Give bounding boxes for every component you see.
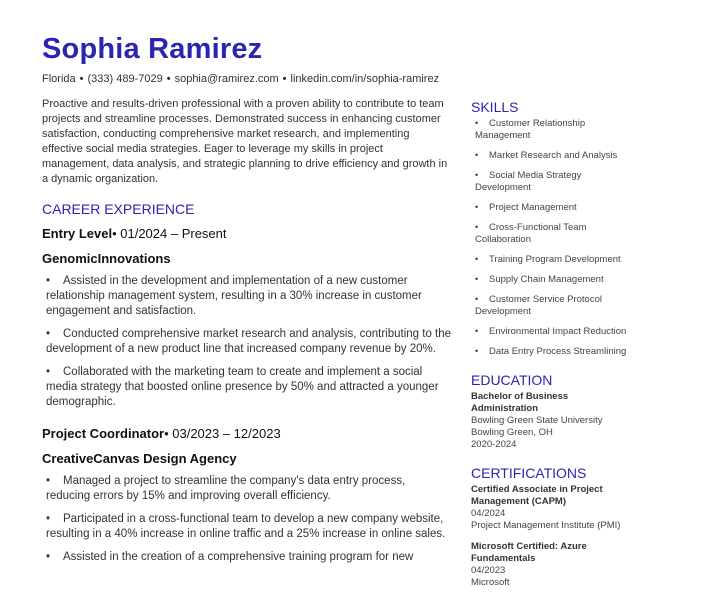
skill-item: • Customer Service Protocol Development bbox=[475, 294, 602, 317]
education-entry bbox=[471, 391, 631, 451]
job-bullet: • Assisted in the creation of a comprehensive training program for new bbox=[46, 551, 414, 563]
sidebar bbox=[471, 99, 631, 598]
certification-entry bbox=[471, 484, 631, 532]
bullet-text: Collaborated with the marketing team to create and implement a social media strategy that boosted online presence by 50% and attracted a younger demographic. bbox=[46, 366, 439, 408]
section-title-certifications: CERTIFICATIONS bbox=[471, 465, 587, 481]
certifications-list bbox=[471, 484, 631, 589]
phone: (333) 489-7029 bbox=[87, 73, 163, 85]
bullet-text: Conducted comprehensive market research and analysis, contributing to the development of a new product line that increased company revenue by 20%. bbox=[46, 328, 452, 355]
job-bullet: • Participated in a cross-functional team to develop a new company website, resulting in a 40% increase in online traffic and a 25% increase in online sales. bbox=[46, 513, 446, 540]
contact-line bbox=[42, 73, 439, 85]
job-entry bbox=[42, 226, 452, 410]
bullet-text: Participated in a cross-functional team to develop a new company website, resulting in a 40% increase in online traffic and a 25% increase in online sales. bbox=[46, 513, 446, 540]
section-title-education: EDUCATION bbox=[471, 372, 553, 388]
job-bullet: • Collaborated with the marketing team to create and implement a social media strategy that boosted online presence by 50% and attracted a younger demographic. bbox=[46, 366, 439, 408]
job-entry bbox=[42, 426, 452, 565]
summary: Proactive and results-driven professional with a proven ability to contribute to team projects and streamline processes. Demonstrated success in enhancing customer satisfaction, conducting comprehensive market research, and implementing effective social media strategies. Eager to leverage my skills in project management, data analysis, and strategic planning to drive efficiency and growth in a dynamic organization. bbox=[42, 98, 448, 185]
skill-item: • Project Management bbox=[475, 202, 577, 213]
skill-item: • Environmental Impact Reduction bbox=[475, 326, 627, 337]
job-role bbox=[42, 426, 452, 441]
skill-item: • Customer Relationship Management bbox=[475, 118, 586, 141]
school: Bowling Green State University bbox=[471, 415, 603, 426]
skill-item: • Training Program Development bbox=[475, 254, 621, 265]
separator: • bbox=[79, 73, 84, 85]
job-role bbox=[42, 226, 452, 241]
education-years: 2020-2024 bbox=[471, 439, 517, 450]
linkedin-link[interactable]: linkedin.com/in/sophia-ramirez bbox=[290, 73, 440, 85]
job-bullet: • Managed a project to streamline the company's data entry process, reducing errors by 15% and improving overall efficiency. bbox=[46, 475, 406, 502]
location: Florida bbox=[42, 73, 76, 85]
email-link[interactable]: sophia@ramirez.com bbox=[174, 73, 279, 85]
bullet-text: Assisted in the development and implementation of a new customer relationship management system, resulting in a 30% increase in customer engagement and satisfaction. bbox=[46, 275, 422, 317]
skill-item: • Social Media Strategy Development bbox=[475, 170, 582, 193]
skill-item: • Supply Chain Management bbox=[475, 274, 604, 285]
skills-list bbox=[471, 118, 631, 358]
experience-section bbox=[42, 201, 452, 575]
bullet-text: Managed a project to streamline the company's data entry process, reducing errors by 15% and improving overall efficiency. bbox=[46, 475, 406, 502]
separator: • bbox=[166, 73, 171, 85]
cert-name: Microsoft Certified: Azure Fundamentals bbox=[471, 541, 587, 564]
job-dates: • 03/2023 – 12/2023 bbox=[164, 426, 281, 441]
job-bullet: • Conducted comprehensive market research and analysis, contributing to the development of a new product line that increased company revenue by 20%. bbox=[46, 328, 452, 355]
cert-date: 04/2024 bbox=[471, 508, 506, 519]
candidate-name: Sophia Ramirez bbox=[42, 33, 263, 65]
job-bullet: • Assisted in the development and implementation of a new customer relationship management system, resulting in a 30% increase in customer engagement and satisfaction. bbox=[46, 275, 422, 317]
company-name: CreativeCanvas Design Agency bbox=[42, 451, 237, 466]
section-title-skills: SKILLS bbox=[471, 99, 519, 115]
skill-item: • Cross-Functional Team Collaboration bbox=[475, 222, 587, 245]
bullet-text: Assisted in the creation of a comprehensive training program for new bbox=[63, 551, 414, 563]
role-title: Project Coordinator bbox=[42, 426, 165, 441]
skill-item: • Market Research and Analysis bbox=[475, 150, 618, 161]
cert-issuer: Microsoft bbox=[471, 577, 510, 588]
certification-entry bbox=[471, 541, 631, 589]
cert-issuer: Project Management Institute (PMI) bbox=[471, 520, 621, 531]
degree: Bachelor of Business Administration bbox=[471, 391, 569, 414]
school-location: Bowling Green, OH bbox=[471, 427, 553, 438]
cert-date: 04/2023 bbox=[471, 565, 506, 576]
cert-name: Certified Associate in Project Management (CAPM) bbox=[471, 484, 603, 507]
skill-item: • Data Entry Process Streamlining bbox=[475, 346, 627, 357]
section-title-experience: CAREER EXPERIENCE bbox=[42, 201, 195, 217]
separator: • bbox=[282, 73, 287, 85]
job-dates: • 01/2024 – Present bbox=[112, 226, 227, 241]
company-name: GenomicInnovations bbox=[42, 251, 171, 266]
role-title: Entry Level bbox=[42, 226, 113, 241]
